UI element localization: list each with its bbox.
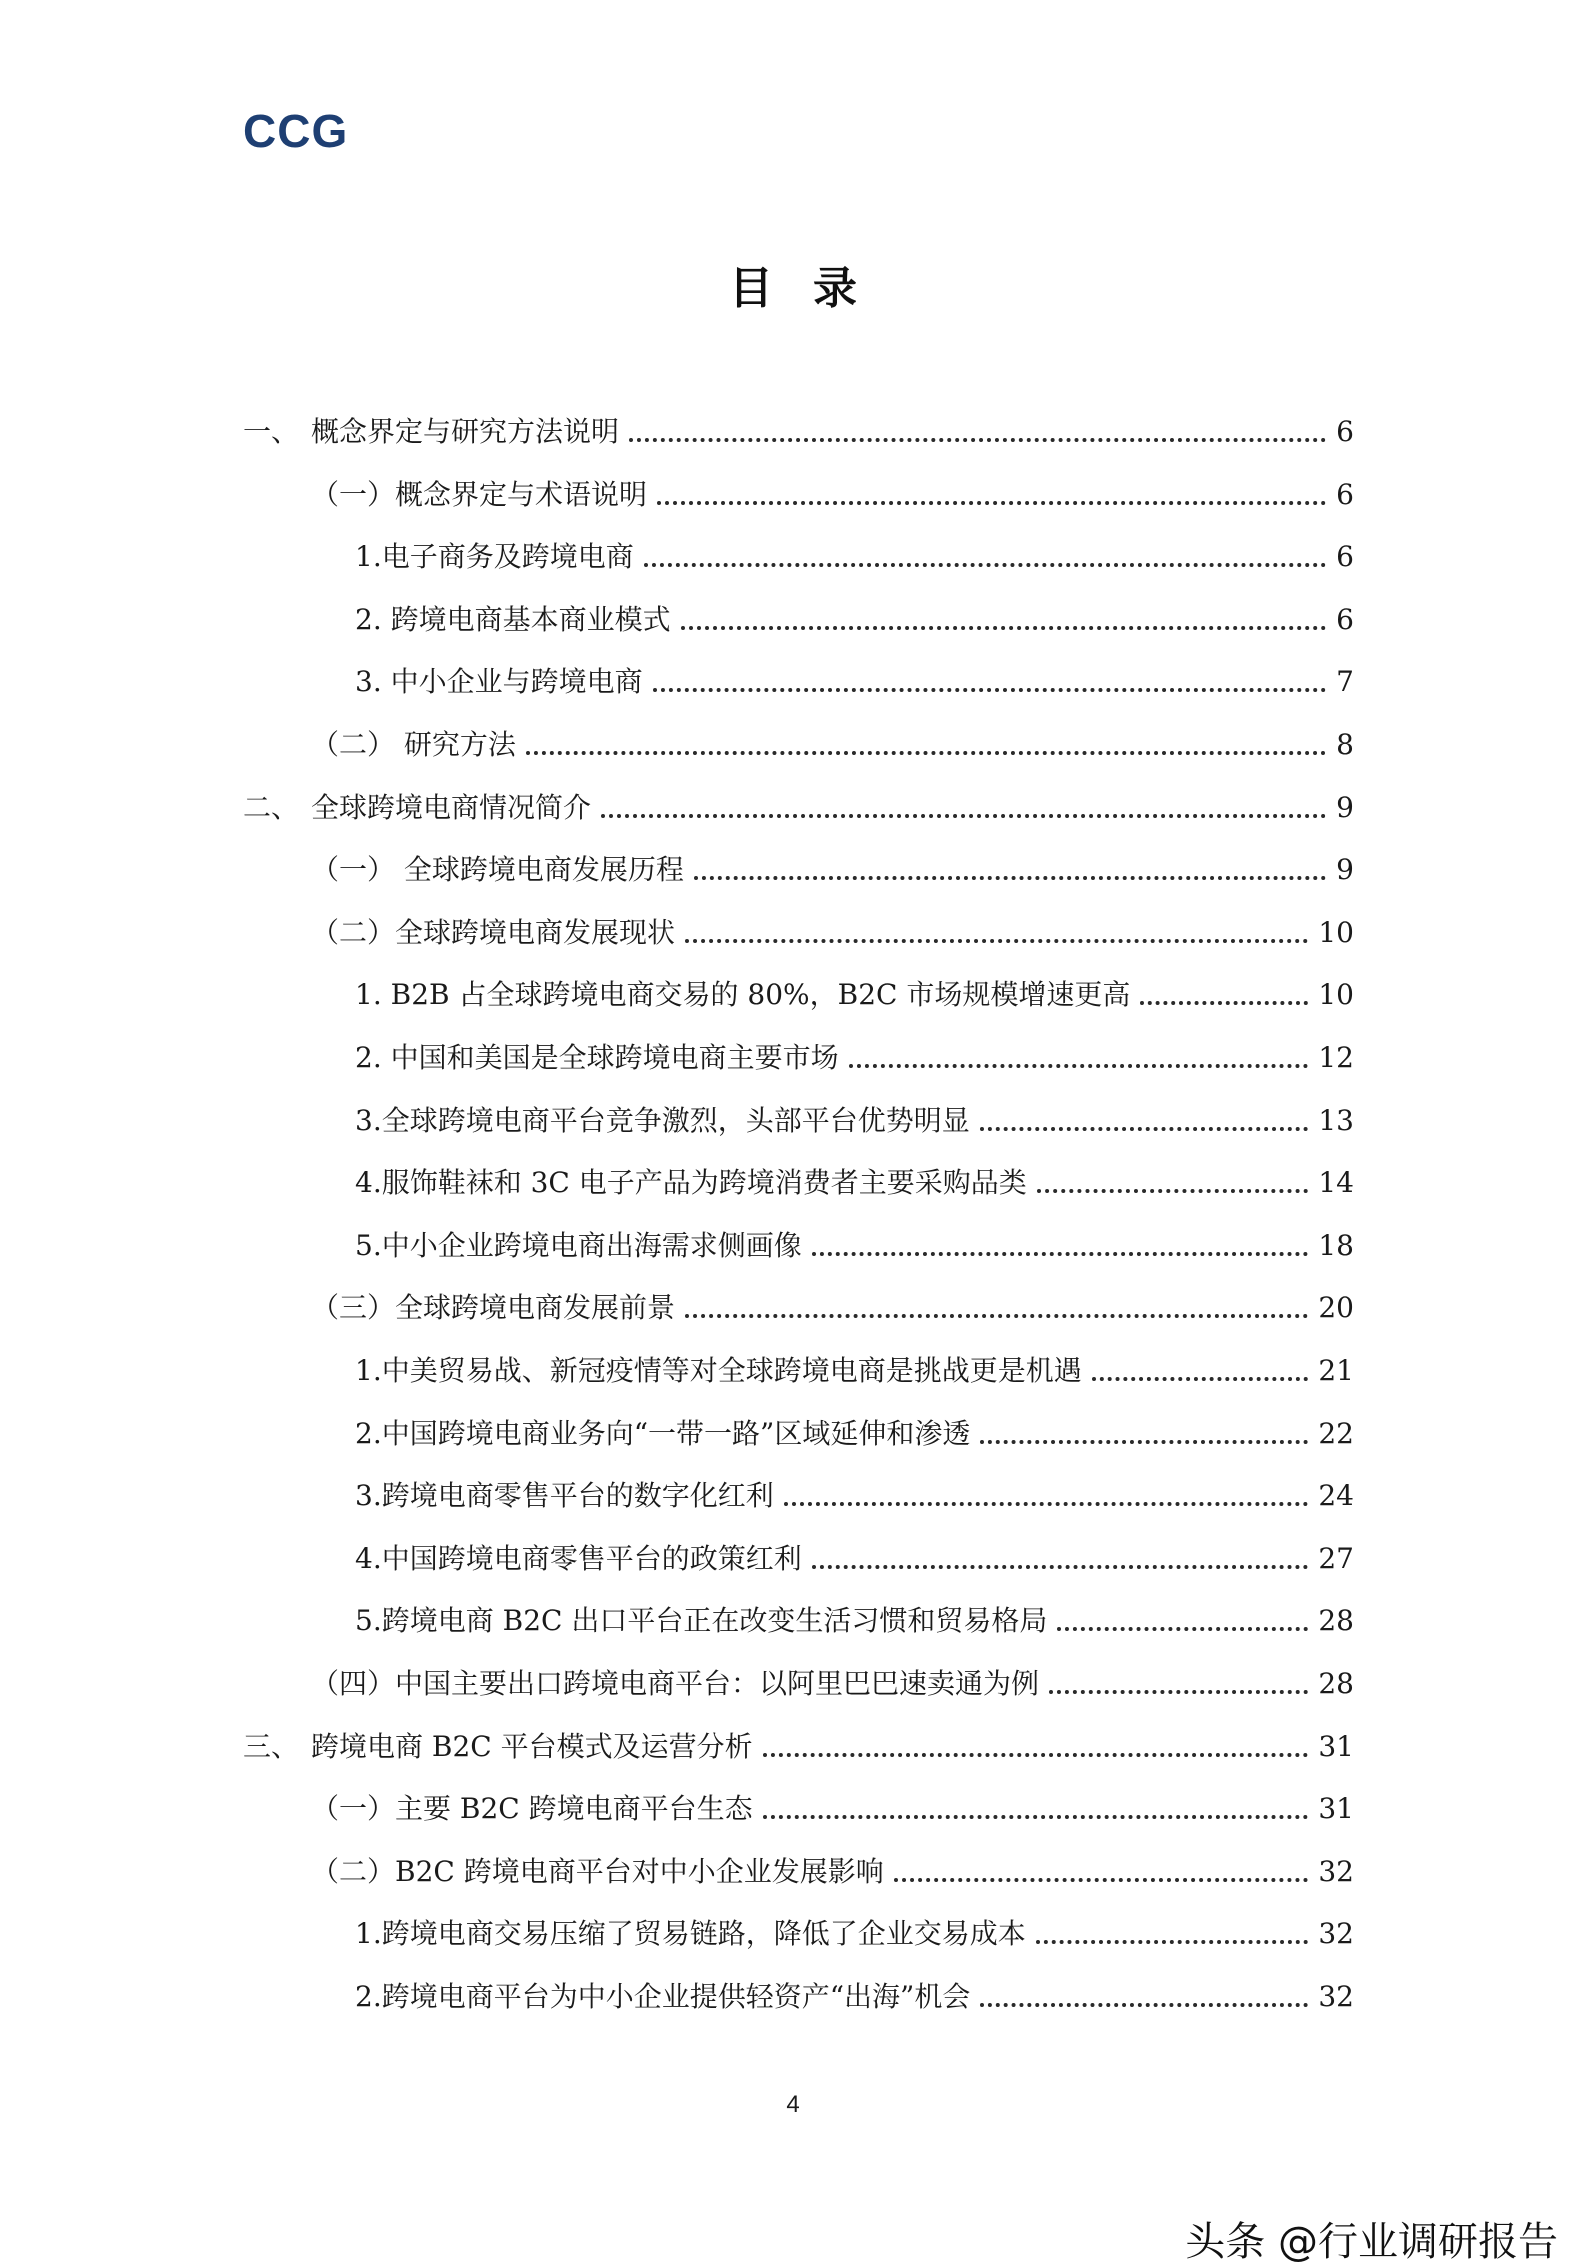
dot-leader — [980, 1440, 1308, 1444]
toc-entry-label: 1.跨境电商交易压缩了贸易链路，降低了企业交易成本 — [355, 1917, 1026, 1950]
page-number: 4 — [786, 2091, 800, 2118]
dot-leader — [980, 2003, 1308, 2007]
dot-leader — [1049, 1690, 1308, 1694]
toc-entry-page: 31 — [1318, 1730, 1354, 1763]
toc-entry-page: 21 — [1318, 1354, 1354, 1387]
dot-leader — [657, 501, 1326, 505]
toc-entry-page: 8 — [1336, 728, 1354, 761]
toc-entry-label: （二）B2C 跨境电商平台对中小企业发展影响 — [311, 1855, 884, 1888]
toc-entry-label: 2. 中国和美国是全球跨境电商主要市场 — [355, 1041, 839, 1074]
toc-entry-label: 3.跨境电商零售平台的数字化红利 — [355, 1479, 774, 1512]
toc-entry-page: 18 — [1318, 1229, 1354, 1262]
toc-entry-label: 跨境电商 B2C 平台模式及运营分析 — [311, 1730, 753, 1763]
toc-entry-page: 32 — [1318, 1980, 1354, 2013]
toc-entry-label: 2. 跨境电商基本商业模式 — [355, 603, 671, 636]
toc-entry[interactable] — [311, 850, 1354, 890]
toc-entry[interactable] — [311, 913, 1354, 953]
toc-entry-page: 24 — [1318, 1479, 1354, 1512]
toc-entry-label: 概念界定与研究方法说明 — [311, 415, 620, 448]
toc-entry[interactable] — [355, 662, 1354, 702]
toc-entry-number: 三、 — [243, 1730, 300, 1763]
toc-entry-page: 27 — [1318, 1542, 1354, 1575]
dot-leader — [1092, 1377, 1309, 1381]
toc-entry[interactable] — [355, 1414, 1354, 1454]
toc-entry-label: （三）全球跨境电商发展前景 — [311, 1291, 676, 1324]
toc-entry-label: （二）全球跨境电商发展现状 — [311, 916, 676, 949]
toc-entry-page: 6 — [1336, 603, 1354, 636]
toc-entry-label: 1. B2B 占全球跨境电商交易的 80%，B2C 市场规模增速更高 — [355, 978, 1131, 1011]
toc-entry-label: （四）中国主要出口跨境电商平台：以阿里巴巴速卖通为例 — [311, 1667, 1040, 1700]
dot-leader — [763, 1753, 1309, 1757]
toc-entry[interactable] — [355, 600, 1354, 640]
dot-leader — [1037, 1189, 1309, 1193]
toc-entry-label: （一） 全球跨境电商发展历程 — [311, 853, 684, 886]
toc-entry-label: 5.跨境电商 B2C 出口平台正在改变生活习惯和贸易格局 — [355, 1604, 1048, 1637]
dot-leader — [980, 1127, 1309, 1131]
toc-entry-label: 1.电子商务及跨境电商 — [355, 540, 634, 573]
dot-leader — [681, 626, 1327, 630]
toc-entry[interactable] — [243, 412, 1354, 452]
toc-entry-page: 10 — [1318, 978, 1354, 1011]
toc-entry-page: 13 — [1318, 1104, 1354, 1137]
toc-entry[interactable] — [355, 1539, 1354, 1579]
watermark: 头条 @行业调研报告 — [1185, 2219, 1558, 2265]
toc-entry[interactable] — [311, 1852, 1354, 1892]
toc-entry-page: 6 — [1336, 415, 1354, 448]
toc-entry-page: 22 — [1318, 1417, 1354, 1450]
toc-entry[interactable] — [355, 537, 1354, 577]
dot-leader — [685, 939, 1308, 943]
ccg-logo: CCG — [243, 105, 349, 157]
toc-entry-label: 3. 中小企业与跨境电商 — [355, 665, 643, 698]
toc-entry[interactable] — [355, 975, 1354, 1015]
toc-entry[interactable] — [355, 1163, 1354, 1203]
toc-entry[interactable] — [311, 725, 1354, 765]
toc-entry[interactable] — [355, 1601, 1354, 1641]
toc-entry-label: （一）概念界定与术语说明 — [311, 478, 648, 511]
toc-entry-page: 6 — [1336, 478, 1354, 511]
toc-entry-label: 4.服饰鞋袜和 3C 电子产品为跨境消费者主要采购品类 — [355, 1166, 1027, 1199]
toc-entry-label: 2.中国跨境电商业务向“一带一路”区域延伸和渗透 — [355, 1417, 971, 1450]
dot-leader — [1057, 1627, 1308, 1631]
toc-entry[interactable] — [243, 1727, 1354, 1767]
toc-entry[interactable] — [355, 1101, 1354, 1141]
dot-leader — [849, 1064, 1309, 1068]
toc-entry[interactable] — [355, 1914, 1354, 1954]
dot-leader — [601, 814, 1326, 818]
toc-entry-page: 28 — [1318, 1604, 1354, 1637]
toc-entry-page: 28 — [1318, 1667, 1354, 1700]
page-title: 目录 — [729, 263, 897, 314]
toc-entry[interactable] — [311, 1288, 1354, 1328]
toc-entry-label: （二） 研究方法 — [311, 728, 516, 761]
toc-entry-page: 32 — [1318, 1855, 1354, 1888]
toc-entry-page: 6 — [1336, 540, 1354, 573]
dot-leader — [685, 1314, 1308, 1318]
toc-entry-label: 1.中美贸易战、新冠疫情等对全球跨境电商是挑战更是机遇 — [355, 1354, 1082, 1387]
toc-entry[interactable] — [355, 1226, 1354, 1266]
dot-leader — [1140, 1001, 1308, 1005]
toc-entry-page: 10 — [1318, 916, 1354, 949]
toc-entry-label: 5.中小企业跨境电商出海需求侧画像 — [355, 1229, 802, 1262]
dot-leader — [763, 1815, 1309, 1819]
toc-entry-page: 9 — [1336, 853, 1354, 886]
dot-leader — [694, 876, 1326, 880]
dot-leader — [526, 751, 1326, 755]
dot-leader — [653, 688, 1327, 692]
toc-entry-page: 20 — [1318, 1291, 1354, 1324]
toc-entry[interactable] — [355, 1476, 1354, 1516]
toc-entry[interactable] — [355, 1977, 1354, 2017]
toc-entry-number: 二、 — [243, 791, 300, 824]
toc-entry-page: 12 — [1318, 1041, 1354, 1074]
toc-entry[interactable] — [243, 788, 1354, 828]
toc-entry-number: 一、 — [243, 415, 300, 448]
dot-leader — [812, 1565, 1309, 1569]
toc-entry-page: 32 — [1318, 1917, 1354, 1950]
toc-entry[interactable] — [311, 1789, 1354, 1829]
toc-entry-label: （一）主要 B2C 跨境电商平台生态 — [311, 1792, 753, 1825]
toc-entry[interactable] — [355, 1038, 1354, 1078]
dot-leader — [812, 1252, 1309, 1256]
toc-entry-page: 14 — [1318, 1166, 1354, 1199]
toc-entry-label: 4.中国跨境电商零售平台的政策红利 — [355, 1542, 802, 1575]
dot-leader — [1036, 1940, 1309, 1944]
dot-leader — [784, 1502, 1309, 1506]
toc-entry-page: 7 — [1336, 665, 1354, 698]
toc-entry-label: 全球跨境电商情况简介 — [311, 791, 592, 824]
dot-leader — [629, 438, 1326, 442]
toc-entry-page: 9 — [1336, 791, 1354, 824]
toc-entry[interactable] — [355, 1351, 1354, 1391]
toc-entry-label: 2.跨境电商平台为中小企业提供轻资产“出海”机会 — [355, 1980, 971, 2013]
toc-entry[interactable] — [311, 1664, 1354, 1704]
dot-leader — [644, 563, 1326, 567]
toc-entry-page: 31 — [1318, 1792, 1354, 1825]
toc-entry-label: 3.全球跨境电商平台竞争激烈，头部平台优势明显 — [355, 1104, 970, 1137]
toc-entry[interactable] — [311, 475, 1354, 515]
dot-leader — [894, 1878, 1309, 1882]
